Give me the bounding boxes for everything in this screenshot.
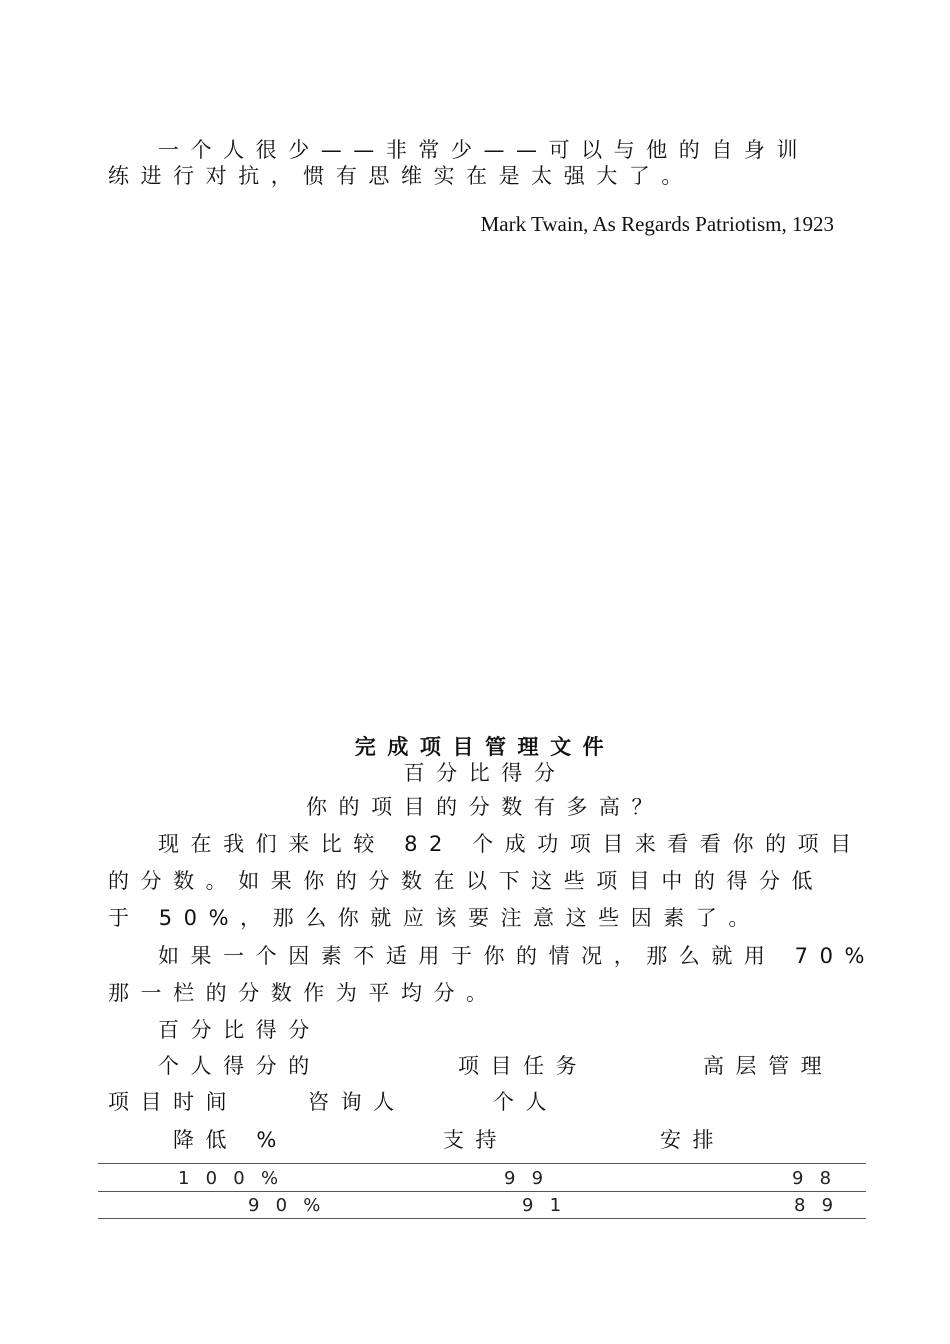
para2-line-1: 如果一个因素不适用于你的情况，那么就用 70%: [158, 944, 876, 968]
table-label: 百分比得分: [158, 1018, 321, 1042]
para1-line-1: 现在我们来比较 82 个成功项目来看看你的项目: [158, 832, 863, 856]
table-rule-middle: [98, 1191, 866, 1192]
row1-task: 99: [504, 1168, 560, 1189]
header-col3-line1: 高层管理: [703, 1054, 834, 1078]
section-subtitle: 百分比得分: [403, 761, 567, 785]
table-rule-top: [98, 1163, 866, 1164]
header-col3-line2: 个人: [493, 1090, 559, 1114]
section-title: 完成项目管理文件: [354, 735, 616, 759]
section-question: 你的项目的分数有多高？: [305, 795, 665, 819]
row2-task: 91: [522, 1195, 578, 1216]
header-col1-line3: 降低 %: [173, 1128, 288, 1152]
epigraph-line-1: 一个人很少——非常少——可以与他的自身训: [158, 138, 809, 162]
row2-reduction: 90%: [248, 1195, 337, 1216]
header-col2-line1: 项目任务: [458, 1054, 589, 1078]
row1-management: 98: [792, 1168, 848, 1189]
epigraph-attribution: Mark Twain, As Regards Patriotism, 1923: [480, 212, 834, 236]
epigraph-line-2: 练进行对抗，惯有思维实在是太强大了。: [108, 164, 694, 188]
table-rule-bottom: [98, 1218, 866, 1219]
header-col2-line3: 支持: [443, 1128, 509, 1152]
row1-reduction: 100%: [178, 1168, 295, 1189]
para2-line-2: 那一栏的分数作为平均分。: [108, 981, 499, 1005]
row2-management: 89: [794, 1195, 850, 1216]
para1-line-2: 的分数。如果你的分数在以下这些项目中的得分低: [108, 869, 825, 893]
header-col1-line1: 个人得分的: [158, 1054, 321, 1078]
para1-line-3: 于 50%，那么你就应该要注意这些因素了。: [108, 906, 761, 930]
header-col1-line2: 项目时间: [108, 1090, 239, 1114]
header-col2-line2: 咨询人: [308, 1090, 406, 1114]
header-col3-line3: 安排: [660, 1128, 726, 1152]
